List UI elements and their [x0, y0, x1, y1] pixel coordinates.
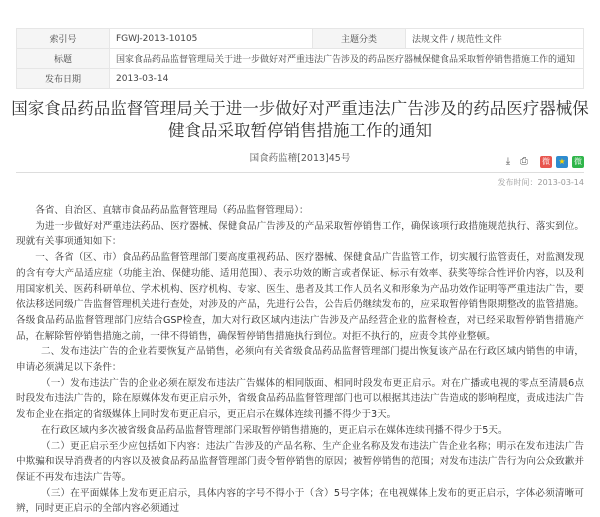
article-title: 国家食品药品监督管理局关于进一步做好对严重违法广告涉及的药品医疗器械保健食品采取暂停销售措施工作的通知	[11, 99, 589, 140]
paragraph: 二、发布违法广告的企业若要恢复产品销售，必须向有关省级食品药品监督管理部门提出恢复该产品在行政区域内销售的申请，申请必须满足以下条件：	[16, 346, 584, 374]
paragraph: 各省、自治区、直辖市食品药品监督管理局（药品监督管理局）：	[35, 205, 309, 216]
print-icon[interactable]: ⎙	[520, 156, 528, 167]
paragraph: （二）更正启示至少应包括如下内容：违法广告涉及的产品名称、生产企业名称及发布违法广告企业名称；明示在发布违法广告中欺骗和误导消费者的内容以及被食品药品监督管理部门责令暂停销售的原因；被暂停销售的范围；对发布违法广告行为向公众致歉并保证不再发布违法广告等。	[16, 440, 584, 483]
divider	[16, 172, 584, 173]
index-value: FGWJ-2013-10105	[110, 29, 313, 49]
title-label: 标题	[17, 49, 110, 69]
paragraph: （一）发布违法广告的企业必须在原发布违法广告媒体的相同版面、相同时段发布更正启示。对在广播或电视的零点至清晨6点时段发布违法广告的，除在原媒体发布更正启示外，省级食品药品监督管理部门也可以根据其违法广告造成的影响程度，责成违法广告发布企业在指定的省级媒体上同时发布更正启示，更正启示在媒体连续刊播不得少于3天。	[16, 377, 584, 421]
date-label: 发布日期	[17, 69, 110, 89]
paragraph: 为进一步做好对严重违法药品、医疗器械、保健食品广告涉及的产品采取暂停销售工作，确保该项行政措施规范执行、落实到位。现就有关事项通知如下：	[16, 220, 584, 248]
publish-time: 发布时间：2013-03-14	[497, 178, 584, 187]
category-value: 法规文件 / 规范性文件	[406, 29, 584, 49]
qzone-share-icon[interactable]: ★	[556, 156, 568, 168]
paragraph: 一、各省（区、市）食品药品监督管理部门要高度重视药品、医疗器械、保健食品广告监管工作，切实履行监管责任，对监测发现的含有夸大产品适应症（功能主治、保健功能、适用范围）、表示功效的断言或者保证、标示有效率、获奖等综合性评价内容，以及利用国家机关、医药科研单位、学术机构、医疗机构、专家、医生、患者及其工作人员名义和形象为产品功效作证明等严重违法广告，要依法移送同级广告监督管理机关进行查处，对涉及的产品，先进行公告，公告后仍继续发布的，应采取暂停销售限期整改的监管措施。各级食品药品监督管理部门应结合GSP检查，加大对行政区域内违法广告涉及产品经营企业的监督检查，对已经采取暂停销售措施产品，在解除暂停销售措施之前，一律不得销售，确保暂停销售措施执行到位。对拒不执行的，应责令其停业整顿。	[16, 252, 584, 342]
meta-row-date	[17, 69, 584, 89]
index-label: 索引号	[17, 29, 110, 49]
paragraph: （三）在平面媒体上发布更正启示，具体内容的字号不得小于（含）5号字体；在电视媒体上发布的更正启示，字体必须清晰可辨，同时更正启示的全部内容必须通过	[16, 487, 584, 515]
article-body	[16, 203, 584, 517]
date-value: 2013-03-14	[110, 69, 584, 89]
paragraph: 在行政区域内多次被省级食品药品监督管理部门采取暂停销售措施的，更正启示在媒体连续刊播不得少于5天。	[40, 424, 508, 436]
meta-row-title	[17, 49, 584, 69]
meta-row-index	[17, 29, 584, 49]
wechat-share-icon[interactable]: 微	[574, 157, 582, 166]
document-metadata-table	[16, 28, 584, 89]
weibo-share-icon[interactable]: 微	[542, 157, 550, 166]
category-label: 主题分类	[313, 29, 406, 49]
title-value: 国家食品药品监督管理局关于进一步做好对严重违法广告涉及的药品医疗器械保健食品采取暂停销售措施工作的通知	[110, 49, 584, 69]
article-toolbar	[502, 156, 584, 168]
document-number: 国食药监稽[2013]45号	[249, 153, 351, 164]
download-icon[interactable]: ⤓	[505, 156, 511, 167]
